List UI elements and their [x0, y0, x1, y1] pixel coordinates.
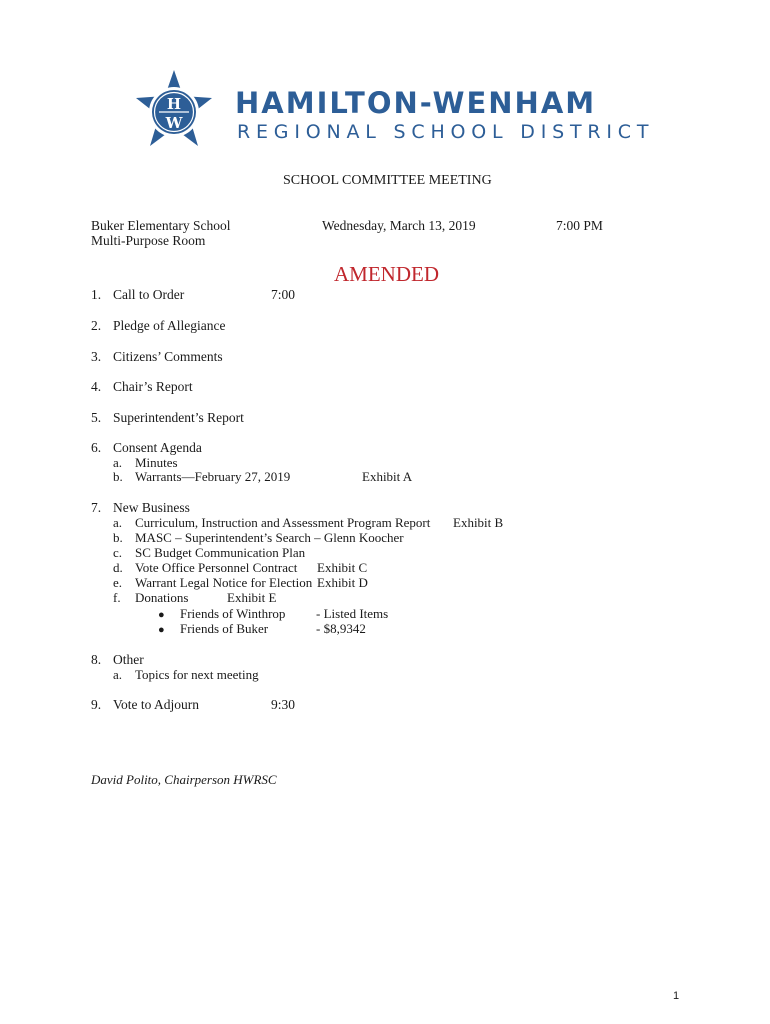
bullet-icon: ● — [158, 624, 165, 636]
subitem-text: SC Budget Communication Plan — [135, 545, 306, 560]
exhibit-label: Exhibit E — [227, 590, 277, 605]
agenda-item-number: 6. — [91, 440, 102, 455]
donation-source: Friends of Winthrop — [180, 606, 286, 621]
agenda-item-label: Consent Agenda — [113, 440, 202, 455]
agenda-item-number: 8. — [91, 652, 102, 667]
agenda-item-label: New Business — [113, 500, 190, 515]
subitem-marker: d. — [113, 560, 123, 575]
donation-source: Friends of Buker — [180, 621, 269, 636]
agenda-item-number: 5. — [91, 410, 102, 425]
subitem-text: Warrants—February 27, 2019 — [135, 469, 291, 484]
agenda-item — [91, 500, 190, 516]
exhibit-label: Exhibit B — [453, 515, 504, 530]
agenda-subitem — [113, 545, 305, 561]
agenda-item-number: 1. — [91, 287, 102, 302]
agenda-item — [91, 318, 225, 334]
donation-value: - Listed Items — [316, 606, 389, 621]
subitem-text: Topics for next meeting — [135, 667, 259, 682]
agenda-item — [91, 697, 199, 713]
agenda-subitem — [113, 590, 188, 606]
agenda-item-number: 7. — [91, 500, 102, 515]
agenda-subitem — [113, 515, 430, 531]
agenda-subitem — [113, 560, 297, 576]
agenda-subitem — [113, 469, 290, 485]
agenda-subitem — [113, 667, 259, 683]
agenda-item — [91, 379, 193, 395]
agenda-item — [91, 440, 202, 456]
subitem-marker: e. — [113, 575, 123, 590]
exhibit-label: Exhibit A — [362, 469, 413, 484]
agenda-item-number: 4. — [91, 379, 102, 394]
subitem-marker: b. — [113, 469, 123, 484]
subitem-text: Curriculum, Instruction and Assessment Program Report — [135, 515, 431, 530]
agenda-item — [91, 287, 184, 303]
agenda-item-number: 9. — [91, 697, 102, 712]
amended-notice: AMENDED — [334, 262, 439, 286]
agenda-item-number: 2. — [91, 318, 102, 333]
meeting-location-line1: Buker Elementary School — [91, 218, 231, 233]
agenda-item — [91, 349, 223, 365]
agenda-item-number: 3. — [91, 349, 102, 364]
agenda-subitem — [113, 575, 312, 591]
agenda-item — [91, 410, 244, 426]
subitem-marker: a. — [113, 667, 123, 682]
donation-value: - $8,9342 — [316, 621, 366, 636]
subitem-marker: b. — [113, 530, 123, 545]
meeting-time: 7:00 PM — [556, 218, 603, 233]
district-name-line2: REGIONAL SCHOOL DISTRICT — [237, 121, 655, 143]
page-number: 1 — [673, 990, 680, 1002]
agenda-item-label: Other — [113, 652, 144, 667]
subitem-marker: a. — [113, 455, 123, 470]
agenda-item-label: Call to Order — [113, 287, 185, 302]
donation-bullet — [158, 621, 268, 637]
agenda-item-label: Chair’s Report — [113, 379, 193, 394]
logo-initial-top: H — [166, 95, 182, 113]
meeting-title: SCHOOL COMMITTEE MEETING — [283, 173, 492, 188]
agenda-item-time: 9:30 — [271, 697, 296, 712]
subitem-marker: c. — [113, 545, 123, 560]
subitem-text: MASC – Superintendent’s Search – Glenn Koocher — [135, 530, 404, 545]
signature: David Polito, Chairperson HWRSC — [91, 772, 277, 787]
agenda-subitem — [113, 530, 404, 546]
exhibit-label: Exhibit C — [317, 560, 368, 575]
subitem-text: Warrant Legal Notice for Election — [135, 575, 313, 590]
agenda-item-label: Superintendent’s Report — [113, 410, 244, 425]
agenda-item-time: 7:00 — [271, 287, 296, 302]
meeting-date: Wednesday, March 13, 2019 — [322, 218, 476, 233]
subitem-text: Minutes — [135, 455, 178, 470]
subitem-text: Donations — [135, 590, 189, 605]
agenda-item-label: Vote to Adjourn — [113, 697, 200, 712]
donation-bullet — [158, 606, 285, 622]
district-logo-star — [132, 68, 216, 152]
agenda-item — [91, 652, 144, 668]
subitem-marker: f. — [113, 590, 121, 605]
district-name-line1: HAMILTON-WENHAM — [235, 86, 597, 120]
logo-initial-bottom: W — [165, 114, 183, 132]
agenda-item-label: Citizens’ Comments — [113, 349, 223, 364]
bullet-icon: ● — [158, 609, 165, 621]
meeting-location-line2: Multi-Purpose Room — [91, 233, 206, 248]
exhibit-label: Exhibit D — [317, 575, 368, 590]
agenda-item-label: Pledge of Allegiance — [113, 318, 226, 333]
subitem-text: Vote Office Personnel Contract — [135, 560, 298, 575]
subitem-marker: a. — [113, 515, 123, 530]
